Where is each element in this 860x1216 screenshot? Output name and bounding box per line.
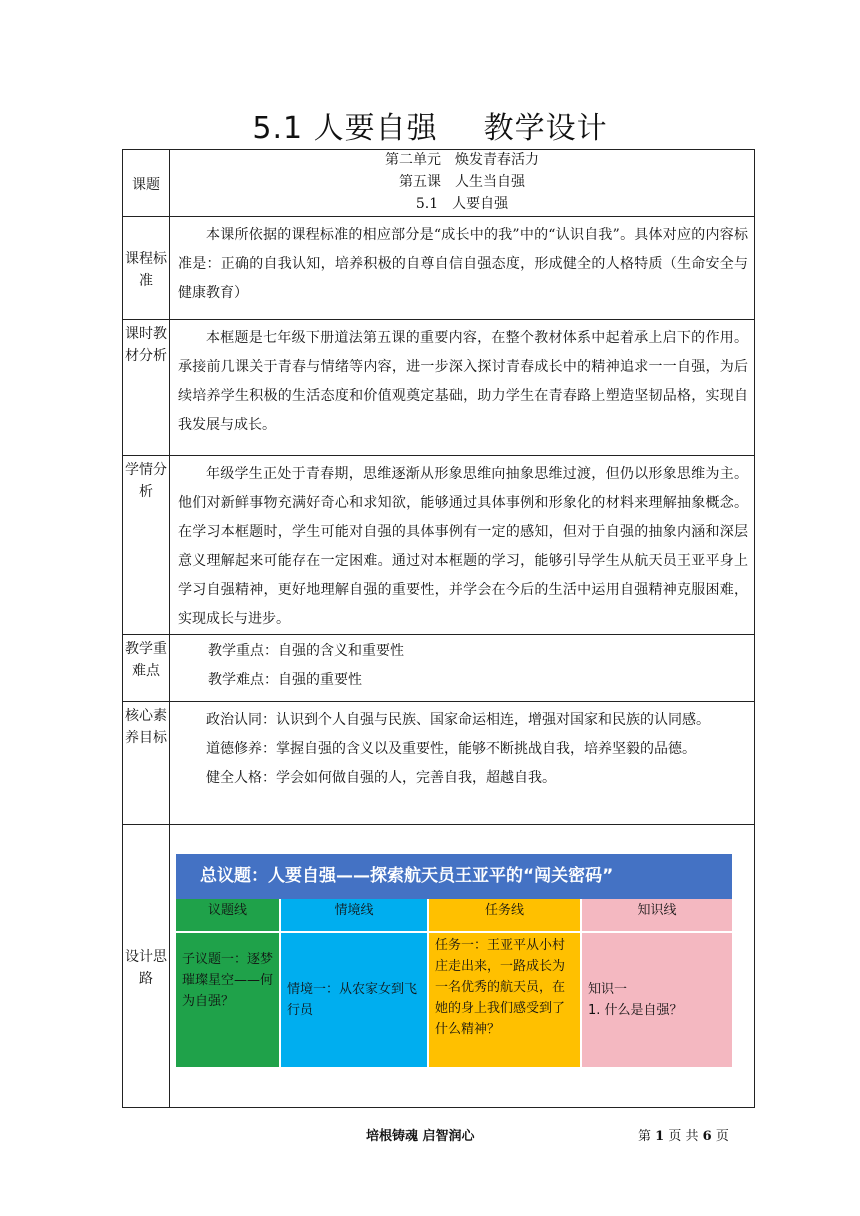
document-title bbox=[0, 103, 860, 147]
row-analysis bbox=[123, 320, 755, 456]
column-situation-line: 情境线 bbox=[279, 899, 427, 931]
title-design: 教学设计 bbox=[483, 111, 608, 146]
label-learner: 学情分析 bbox=[123, 456, 170, 635]
literacy-personality: 健全人格：学会如何做自强的人，完善自我，超越自我。 bbox=[206, 770, 556, 786]
page-number: 第 1 页 共 6 页 bbox=[638, 1129, 729, 1144]
task-cell: 任务一：王亚平从小村庄走出来，一路成长为一名优秀的航天员，在她的身上我们感受到了什么精神？ bbox=[427, 931, 580, 1067]
column-issue-line: 议题线 bbox=[176, 899, 279, 931]
standard-text: 本课所依据的课程标准的相应部分是“成长中的我”中的“认识自我”。具体对应的内容标准是：正确的自我认知，培养积极的自尊自信自强态度，形成健全的人格特质（生命安全与健康教育） bbox=[178, 227, 748, 301]
row-topic bbox=[123, 150, 755, 217]
row-literacy bbox=[123, 702, 755, 825]
row-design bbox=[123, 825, 755, 1108]
literacy-moral: 道德修养：掌握自强的含义以及重要性，能够不断挑战自我，培养坚毅的品德。 bbox=[206, 741, 696, 757]
label-design: 设计思路 bbox=[123, 825, 170, 1108]
column-task-line: 任务线 bbox=[427, 899, 580, 931]
keypoint-focus: 教学重点：自强的含义和重要性 bbox=[208, 643, 404, 659]
situation-cell bbox=[279, 931, 427, 1067]
label-standard: 课程标准 bbox=[123, 217, 170, 320]
row-standard bbox=[123, 217, 755, 320]
issue-heading: 总议题：人要自强——探索航天员王亚平的“闯关密码” bbox=[176, 854, 732, 899]
title-lesson: 5.1 人要自强 bbox=[252, 111, 438, 146]
issue-table bbox=[176, 854, 732, 1067]
knowledge-item: 1. 什么是自强？ bbox=[588, 1003, 683, 1018]
topic-content bbox=[170, 150, 755, 217]
knowledge-cell bbox=[580, 931, 732, 1067]
column-knowledge-line: 知识线 bbox=[580, 899, 732, 931]
total-pages: 6 bbox=[702, 1129, 712, 1144]
row-keypoints bbox=[123, 635, 755, 702]
lesson-plan-table bbox=[122, 149, 755, 1108]
situation-text: 情境一：从农家女到飞行员 bbox=[287, 982, 418, 1018]
knowledge-title: 知识一 bbox=[588, 982, 628, 997]
label-keypoints: 教学重难点 bbox=[123, 635, 170, 702]
label-topic: 课题 bbox=[123, 150, 170, 217]
issue-row-1 bbox=[176, 931, 732, 1067]
issue-columns bbox=[176, 899, 732, 931]
label-literacy: 核心素养目标 bbox=[123, 702, 170, 825]
label-analysis: 课时教材分析 bbox=[123, 320, 170, 456]
analysis-text: 本框题是七年级下册道法第五课的重要内容，在整个教材体系中起着承上启下的作用。承接前几课关于青春与情绪等内容，进一步深入探讨青春成长中的精神追求一一自强，为后续培养学生积极的生活态度和价值观奠定基础，助力学生在青春路上塑造坚韧品格，实现自我发展与成长。 bbox=[178, 330, 748, 433]
subtopic-cell: 子议题一：逐梦璀璨星空——何为自强？ bbox=[176, 931, 279, 1067]
row-learner bbox=[123, 456, 755, 635]
learner-text: 年级学生正处于青春期，思维逐渐从形象思维向抽象思维过渡，但仍以形象思维为主。他们对新鲜事物充满好奇心和求知欲，能够通过具体事例和形象化的材料来理解抽象概念。在学习本框题时，学生可能对自强的具体事例有一定的感知，但对于自强的抽象内涵和深层意义理解起来可能存在一定困难。通过对本框题的学习，能够引导学生从航天员王亚平身上学习自强精神，更好地理解自强的重要性，并学会在今后的生活中运用自强精神克服困难，实现成长与进步。 bbox=[178, 466, 748, 627]
literacy-political: 政治认同：认识到个人自强与民族、国家命运相连，增强对国家和民族的认同感。 bbox=[206, 712, 710, 728]
current-page: 1 bbox=[655, 1129, 665, 1144]
keypoint-difficulty: 教学难点：自强的重要性 bbox=[208, 672, 362, 688]
footer-motto: 培根铸魂 启智润心 bbox=[366, 1129, 475, 1144]
design-diagram bbox=[170, 825, 754, 1106]
topic-lesson: 第五课 人生当自强 bbox=[399, 174, 525, 190]
topic-section: 5.1 人要自强 bbox=[415, 196, 509, 212]
topic-unit: 第二单元 焕发青春活力 bbox=[385, 152, 539, 168]
